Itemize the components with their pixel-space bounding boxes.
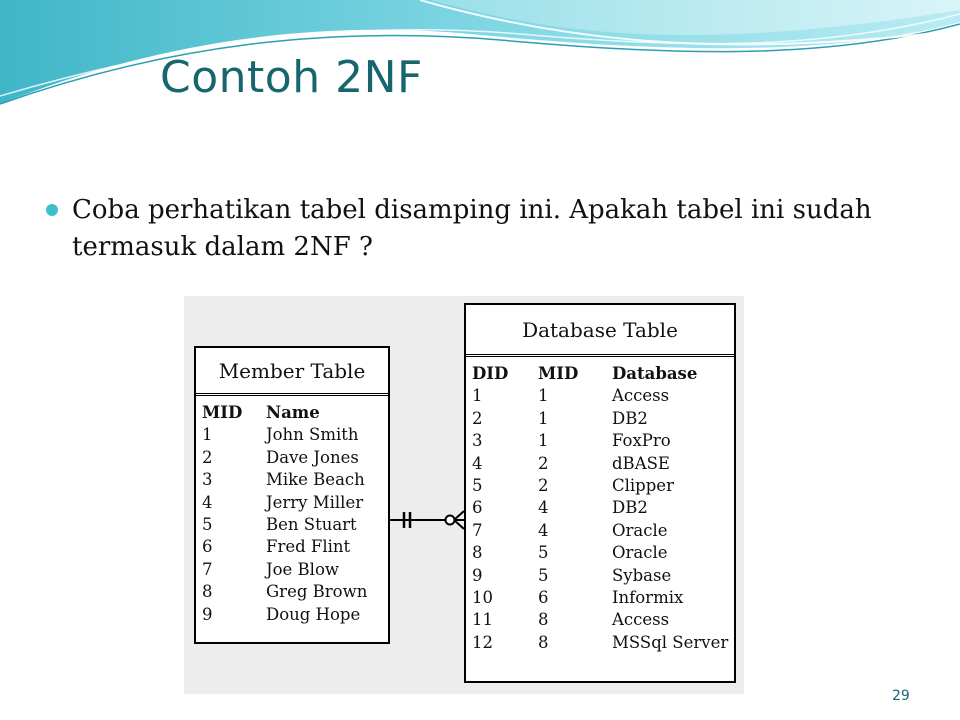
- bullet-list: [44, 192, 904, 266]
- table-row: [196, 604, 388, 626]
- cell-mid: 1: [538, 408, 549, 428]
- table-row: [466, 453, 734, 475]
- table-row: [466, 587, 734, 609]
- column-header-mid: MID: [538, 364, 579, 383]
- cell-mid: 8: [538, 610, 549, 630]
- cell-name: Jerry Miller: [266, 492, 364, 512]
- cell-mid: 4: [538, 520, 549, 540]
- cell-did: 6: [472, 498, 483, 518]
- slide-title: Contoh 2NF: [160, 52, 423, 103]
- cell-mid: 2: [538, 453, 549, 473]
- database-table: [464, 303, 736, 683]
- cell-mid: 2: [202, 447, 213, 467]
- cell-did: 7: [472, 520, 483, 540]
- table-row: [466, 542, 734, 564]
- cell-mid: 7: [202, 559, 213, 579]
- cell-mid: 5: [538, 565, 549, 585]
- cell-mid: 4: [202, 492, 213, 512]
- cell-database: FoxPro: [612, 431, 671, 451]
- cell-name: Greg Brown: [266, 582, 368, 602]
- header-wave-decoration: [0, 0, 960, 120]
- database-table-rows: [466, 357, 734, 654]
- cell-database: DB2: [612, 498, 648, 518]
- cell-database: MSSql Server: [612, 632, 729, 652]
- cell-database: DB2: [612, 408, 648, 428]
- table-row: [466, 385, 734, 407]
- cell-mid: 8: [202, 582, 213, 602]
- table-row: [196, 447, 388, 469]
- cell-database: Access: [612, 610, 670, 630]
- one-to-many-relationship-connector: [390, 506, 464, 534]
- table-row: [466, 609, 734, 631]
- column-header-name: Name: [266, 403, 320, 422]
- cell-database: Oracle: [612, 543, 668, 563]
- bullet-text: Coba perhatikan tabel disamping ini. Apakah tabel ini sudah termasuk dalam 2NF ?: [72, 195, 872, 262]
- table-row: [466, 430, 734, 452]
- cell-mid: 6: [538, 588, 549, 608]
- cell-did: 2: [472, 408, 483, 428]
- cell-mid: 6: [202, 537, 213, 557]
- cell-name: John Smith: [266, 425, 359, 445]
- er-diagram: [184, 296, 744, 694]
- cell-database: Clipper: [612, 476, 674, 496]
- cell-did: 9: [472, 565, 483, 585]
- cell-did: 1: [472, 386, 483, 406]
- cell-database: Access: [612, 386, 670, 406]
- cell-database: Sybase: [612, 565, 672, 585]
- cell-did: 3: [472, 431, 483, 451]
- cell-did: 8: [472, 543, 483, 563]
- bullet-item: [44, 192, 904, 266]
- column-header-did: DID: [472, 364, 509, 383]
- bullet-dot-icon: [46, 204, 58, 216]
- table-row: [196, 469, 388, 491]
- column-header-mid: MID: [202, 403, 243, 422]
- column-header-database: Database: [612, 364, 698, 383]
- cell-mid: 8: [538, 632, 549, 652]
- database-table-title: Database Table: [466, 305, 734, 357]
- page-number: 29: [892, 688, 910, 704]
- table-row: [466, 632, 734, 654]
- cell-mid: 2: [538, 476, 549, 496]
- table-row: [196, 581, 388, 603]
- table-row: [466, 497, 734, 519]
- cell-mid: 3: [202, 470, 213, 490]
- cell-name: Dave Jones: [266, 447, 359, 467]
- cell-mid: 1: [202, 425, 213, 445]
- cell-database: Oracle: [612, 520, 668, 540]
- cell-name: Fred Flint: [266, 537, 351, 557]
- cell-mid: 5: [538, 543, 549, 563]
- member-table: [194, 346, 390, 644]
- cell-name: Doug Hope: [266, 604, 361, 624]
- table-row: [196, 424, 388, 446]
- cell-database: Informix: [612, 588, 684, 608]
- cell-did: 11: [472, 610, 493, 630]
- table-row: [466, 520, 734, 542]
- table-row: [196, 514, 388, 536]
- member-table-header-row: [196, 402, 388, 424]
- cell-name: Ben Stuart: [266, 515, 357, 535]
- cell-mid: 4: [538, 498, 549, 518]
- cell-name: Mike Beach: [266, 470, 365, 490]
- cell-mid: 5: [202, 515, 213, 535]
- cell-mid: 1: [538, 431, 549, 451]
- database-table-header-row: [466, 363, 734, 385]
- table-row: [196, 492, 388, 514]
- cell-did: 5: [472, 476, 483, 496]
- cell-did: 10: [472, 588, 493, 608]
- cell-did: 4: [472, 453, 483, 473]
- member-table-rows: [196, 396, 388, 626]
- cell-name: Joe Blow: [266, 559, 340, 579]
- member-table-title: Member Table: [196, 348, 388, 396]
- cell-database: dBASE: [612, 453, 670, 473]
- table-row: [196, 559, 388, 581]
- cell-did: 12: [472, 632, 493, 652]
- table-row: [466, 475, 734, 497]
- cell-mid: 9: [202, 604, 213, 624]
- table-row: [466, 565, 734, 587]
- cell-mid: 1: [538, 386, 549, 406]
- table-row: [466, 408, 734, 430]
- table-row: [196, 536, 388, 558]
